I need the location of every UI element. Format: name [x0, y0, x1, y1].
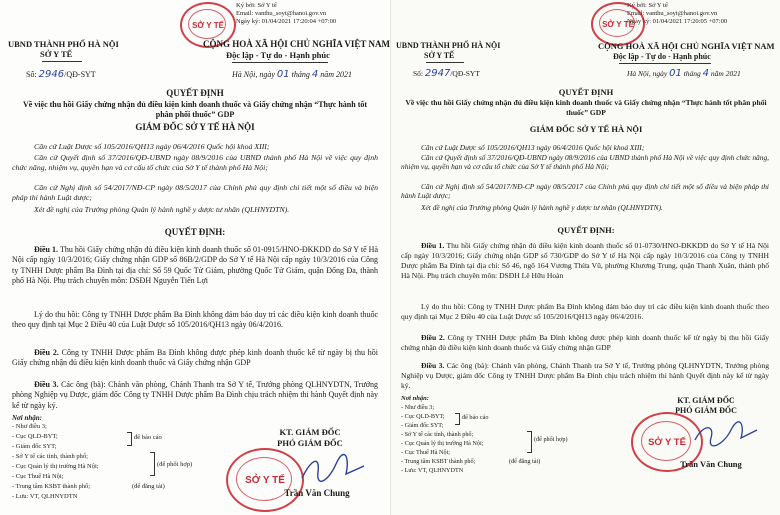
- sign-title-line1: KT. GIÁM ĐỐC: [279, 427, 341, 437]
- article-2-text: Công ty TNHH Dược phẩm Ba Đình không được phép kinh doanh thuốc kể từ ngày bị thu hồi Giấy chứng nhận đủ điều kiện kinh doanh thuốc và Giấy chứng nhận GDP: [401, 333, 769, 352]
- article-3-text: Các ông (bà): Chánh văn phòng, Chánh Thanh tra Sở Y tế, Trưởng phòng QLHNYDTN, Trưởng phòng Nghiệp vụ Dược, giám đốc Công ty TNHH Dược phẩm Ba Đình chịu trách nhiệm thi hành Quyết định này kể từ ngày ký.: [12, 380, 378, 410]
- note-post: (để đăng tải): [509, 458, 541, 465]
- issue-date: [232, 70, 352, 80]
- docno-suffix: /QĐ-SYT: [450, 69, 480, 78]
- date-month-handwritten: 4: [311, 69, 319, 80]
- nation-motto: Độc lập - Tự do - Hạnh phúc: [613, 52, 711, 61]
- sign-title-line2: PHÓ GIÁM ĐỐC: [277, 438, 343, 448]
- nation-header: CỘNG HOÀ XÃ HỘI CHỦ NGHĨA VIỆT NAM: [203, 39, 390, 49]
- issuing-authority: GIÁM ĐỐC SỞ Y TẾ HÀ NỘI: [135, 122, 255, 132]
- legal-basis-3: Căn cứ Nghị định số 54/2017/NĐ-CP ngày 08/5/2017 của Chính phủ quy định chi tiết một số điều và biện pháp thi hành Luật dược;: [12, 183, 378, 202]
- sign-title-line1: KT. GIÁM ĐỐC: [677, 396, 735, 405]
- org-name-city: UBND THÀNH PHỐ HÀ NỘI: [396, 41, 501, 50]
- org-name-department: SỞ Y TẾ: [40, 49, 73, 59]
- org-underline: [42, 61, 82, 62]
- date-prefix: Hà Nội, ngày: [627, 69, 668, 78]
- handwritten-signature: [298, 452, 368, 486]
- docno-prefix: Số:: [26, 70, 37, 79]
- date-month-handwritten: 4: [702, 68, 710, 79]
- document-title: QUYẾT ĐỊNH: [166, 88, 224, 98]
- legal-basis-1: Căn cứ Luật Dược số 105/2016/QH13 ngày 06/4/2016 Quốc hội khoá XIII;: [34, 142, 270, 151]
- article-1-label: Điều 1.: [421, 241, 445, 250]
- docno-handwritten: 2947: [424, 68, 451, 79]
- decision-heading: QUYẾT ĐỊNH:: [164, 227, 226, 237]
- article-2-label: Điều 2.: [421, 333, 445, 342]
- legal-basis-2: Căn cứ Quyết định số 37/2016/QĐ-UBND ngày 08/9/2016 của UBND thành phố Hà Nội về việc quy định chức năng, nhiệm vụ, quyền hạn và cơ cấu tổ chức của Sở Y tế thành phố Hà Nội;: [12, 153, 378, 172]
- org-name-department: SỞ Y TẾ: [424, 51, 455, 60]
- signer-info-name: Ký bởi: Sở Y tế: [627, 2, 668, 9]
- official-seal-bottom: [226, 448, 304, 512]
- seal-top-text: SỞ Y TẾ: [602, 19, 634, 29]
- recipient-item: - Sở Y tế các tỉnh, thành phố;: [12, 453, 88, 460]
- document-number: [26, 70, 96, 80]
- docno-prefix: Số:: [413, 69, 424, 78]
- recipient-item: - Trung tâm KSBT thành phố;: [12, 483, 91, 490]
- note-coop: (để phối hợp): [534, 436, 568, 443]
- document-title: QUYẾT ĐỊNH: [558, 87, 614, 97]
- nation-motto: Độc lập - Tự do - Hạnh phúc: [226, 50, 330, 60]
- document-subtitle: Về việc thu hồi Giấy chứng nhận đủ điều kiện kinh doanh thuốc và Giấy chứng nhận “Thực hành tốt phân phối thuốc” GDP: [405, 98, 767, 117]
- org-name-city: UBND THÀNH PHỐ HÀ NỘI: [8, 39, 119, 49]
- seal-top-text: SỞ Y TẾ: [192, 20, 224, 30]
- recipient-item: - Giám đốc SYT;: [12, 443, 57, 450]
- article-3-label: Điều 3.: [421, 361, 445, 370]
- article-1-text: Thu hồi Giấy chứng nhận đủ điều kiện kinh doanh thuốc số 01-0915/HNO-ĐKKDD do Sở Y tế Hà Nội cấp ngày 10/3/2016; Giấy chứng nhận GDP số 86B/2/GDP do Sở Y tế Hà Nội cấp ngày 10/3/2016 của Công ty TNHH Dược phẩm Ba Đình tại địa chỉ: Số 59 Quốc Tử Giám, phường Quốc Tử Giám, quận Đống Đa, thành phố Hà Nội. Phụ trách chuyên môn: DSĐH Nguyễn Tiến Lợi: [12, 245, 379, 286]
- recipient-item: - Giám đốc SYT;: [401, 422, 444, 429]
- revocation-reason: Lý do thu hồi: Công ty TNHH Dược phẩm Ba Đình không đảm bảo duy trì các điều kiện kinh doanh thuốc theo quy định tại Mục 2 Điều 40 của Luật Dược số 105/2016/QH13 ngày 06/4/2016.: [12, 310, 378, 330]
- org-underline: [426, 62, 464, 63]
- signer-info-name: Ký bởi: Sở Y tế: [236, 2, 277, 9]
- recipient-item: - Cục Thuế Hà Nội;: [401, 449, 451, 456]
- signer-name: Trần Văn Chung: [680, 459, 742, 469]
- article-2-text: Công ty TNHH Dược phẩm Ba Đình không được phép kinh doanh thuốc kể từ ngày bị thu hồi Giấy chứng nhận đủ điều kiện kinh doanh thuốc và Giấy chứng nhận GDP: [12, 348, 379, 368]
- recipient-item: - Lưu: VT, QLHNYDTN: [12, 493, 78, 500]
- recipient-item: - Như điều 3;: [401, 404, 435, 411]
- note-report: để báo cáo: [134, 434, 162, 441]
- seal-bottom-text: SỞ Y TẾ: [648, 436, 686, 448]
- article-2: [401, 333, 769, 353]
- signer-info-date: Ngày ký: 01/04/2021 17:20:04 +07:00: [236, 18, 337, 25]
- signer-info-email: Email: vanthu_soyt@hanoi.gov.vn: [236, 10, 327, 17]
- date-day-handwritten: 01: [669, 68, 682, 79]
- document-subtitle: Về việc thu hồi Giấy chứng nhận đủ điều kiện kinh doanh thuốc và Giấy chứng nhận “Thực hành tốt phân phối thuốc” GDP: [22, 100, 368, 119]
- revocation-reason: Lý do thu hồi: Công ty TNHH Dược phẩm Ba Đình không đảm bảo duy trì các điều kiện kinh doanh thuốc theo quy định tại Mục 2 Điều 40 của Luật Dược số 105/2016/QH13 ngày 06/4/2016.: [401, 302, 769, 321]
- date-suffix: năm 2021: [710, 69, 741, 78]
- article-1: [12, 245, 378, 287]
- article-3-label: Điều 3.: [34, 380, 59, 389]
- recipient-item: - Trung tâm KSBT thành phố;: [401, 458, 476, 465]
- article-2-label: Điều 2.: [34, 348, 59, 357]
- signer-name: Trần Văn Chung: [284, 488, 350, 498]
- brace-coop: [150, 452, 155, 476]
- date-prefix: Hà Nội, ngày: [232, 70, 275, 79]
- official-seal-top: [591, 2, 645, 46]
- seal-bottom-text: SỞ Y TẾ: [245, 474, 285, 486]
- signer-info-date: Ngày ký: 01/04/2021 17:20:05 +07:00: [627, 18, 728, 25]
- recipients-label: Nơi nhận:: [401, 395, 429, 402]
- issue-date: [627, 69, 741, 79]
- sign-title-line2: PHÓ GIÁM ĐỐC: [675, 406, 737, 415]
- docno-handwritten: 2946: [38, 69, 65, 80]
- article-1: [401, 241, 769, 281]
- legal-basis-3: Căn cứ Nghị định số 54/2017/NĐ-CP ngày 08/5/2017 của Chính phủ quy định chi tiết một số điều và biện pháp thi hành Luật dược;: [401, 182, 769, 201]
- recipient-item: - Cục QLD-BYT;: [12, 433, 58, 440]
- note-coop: (để phối hợp): [157, 461, 193, 468]
- article-1-text: Thu hồi Giấy chứng nhận đủ điều kiện kinh doanh thuốc số 01-0730/HNO-ĐKKDD do Sở Y tế Hà Nội cấp ngày 10/3/2016; Giấy chứng nhận GDP số 730/GDP do Sở Y tế Hà Nội cấp ngày 10/3/2016 của Công ty TNHH Dược phẩm Ba Đình tại địa chỉ: Số 46, ngõ 164 Vương Thừa Vũ, phường Khương Trung, quận Thanh Xuân, thành phố Hà Nội. Phụ trách chuyên môn: DSĐH Lê Hữu Hoàn: [401, 241, 770, 280]
- date-mid: tháng: [683, 69, 701, 78]
- decision-document-right: [390, 0, 780, 515]
- article-3-text: Các ông (bà): Chánh văn phòng, Chánh Thanh tra Sở Y tế, Trưởng phòng QLHNYDTN, Trưởng phòng Nghiệp vụ Dược, giám đốc Công ty TNHH Dược phẩm Ba Đình chịu trách nhiệm thi hành Quyết định này kể từ ngày ký.: [401, 361, 769, 390]
- issuing-authority: GIÁM ĐỐC SỞ Y TẾ HÀ NỘI: [529, 124, 643, 134]
- brace-report: [455, 413, 460, 425]
- decision-heading: QUYẾT ĐỊNH:: [557, 225, 615, 235]
- note-post: (để đăng tải): [132, 483, 165, 490]
- recipient-item: - Như điều 3;: [12, 423, 47, 430]
- legal-basis-2: Căn cứ Quyết định số 37/2016/QĐ-UBND ngày 08/9/2016 của UBND thành phố Hà Nội về việc quy định chức năng, nhiệm vụ, quyền hạn và cơ cấu tổ chức của Sở Y tế thành phố Hà Nội;: [401, 153, 769, 172]
- recipient-item: - Cục Quản lý thị trường Hà Nội;: [12, 463, 99, 470]
- article-2: [12, 348, 378, 369]
- brace-report: [127, 432, 132, 446]
- recipients-label: Nơi nhận:: [12, 414, 43, 422]
- recipient-item: - Lưu: VT, QLHNYDTN: [401, 467, 464, 474]
- legal-basis-4: Xét đề nghị của Trưởng phòng Quản lý hành nghề y dược tư nhân (QLHNYDTN).: [421, 203, 663, 212]
- signer-info-email: Email: vanthu_soyt@hanoi.gov.vn: [627, 10, 718, 17]
- brace-coop: [527, 431, 532, 453]
- motto-underline: [619, 63, 711, 64]
- motto-underline: [232, 62, 328, 63]
- legal-basis-4: Xét đề nghị của Trưởng phòng Quản lý hành nghề y dược tư nhân (QLHNYDTN).: [34, 205, 290, 214]
- handwritten-signature: [691, 418, 761, 452]
- docno-suffix: /QĐ-SYT: [64, 70, 96, 79]
- note-report: để báo cáo: [462, 414, 489, 421]
- date-mid: tháng: [291, 70, 310, 79]
- recipient-item: - Sở Y tế các tỉnh, thành phố;: [401, 431, 474, 438]
- legal-basis-1: Căn cứ Luật Dược số 105/2016/QH13 ngày 06/4/2016 Quốc hội khoá XIII;: [421, 143, 645, 152]
- document-number: [413, 69, 480, 79]
- date-suffix: năm 2021: [320, 70, 353, 79]
- article-3: [12, 380, 378, 411]
- nation-header: CỘNG HOÀ XÃ HỘI CHỦ NGHĨA VIỆT NAM: [598, 41, 775, 51]
- article-1-label: Điều 1.: [34, 245, 59, 254]
- recipient-item: - Cục QLD-BYT;: [401, 413, 445, 420]
- date-day-handwritten: 01: [276, 69, 290, 80]
- article-3: [401, 361, 769, 391]
- recipient-item: - Cục Quản lý thị trường Hà Nội;: [401, 440, 484, 447]
- recipient-item: - Cục Thuế Hà Nội;: [12, 473, 64, 480]
